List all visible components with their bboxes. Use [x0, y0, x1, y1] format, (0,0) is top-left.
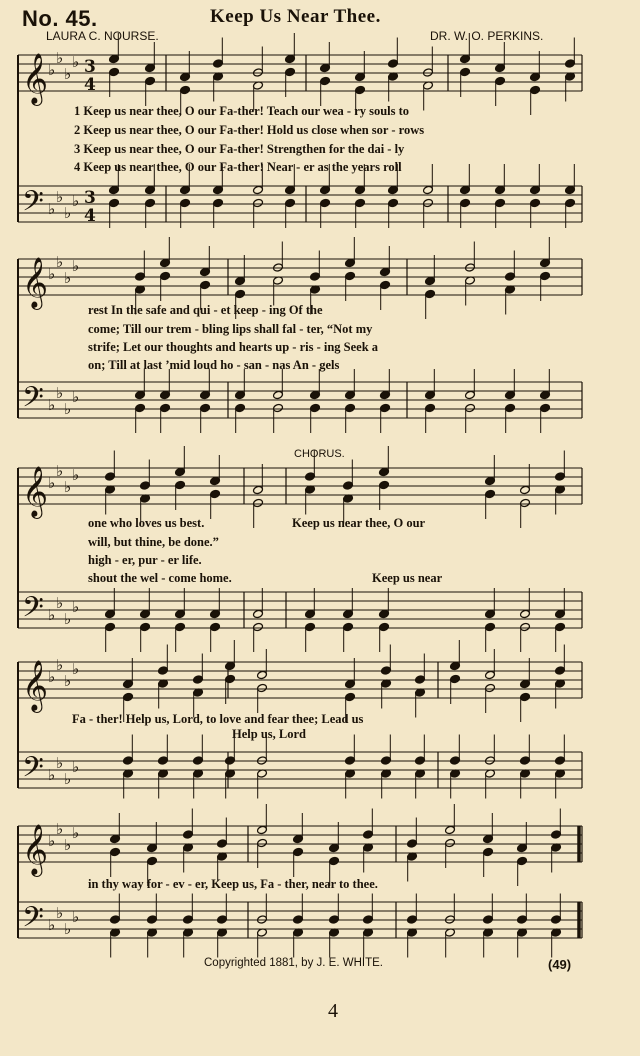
- system-1-bass-clef: 𝄢: [22, 185, 44, 225]
- system-2-bass-flat: ♭: [64, 400, 72, 418]
- system-5-treble-flat: ♭: [56, 820, 64, 838]
- lyricist-credit: LAURA C. NOURSE.: [46, 29, 159, 43]
- system-1-bass-flat: ♭: [72, 192, 80, 210]
- system-2-treble-flat: ♭: [64, 269, 72, 287]
- system-3-bass-flat: ♭: [56, 594, 64, 612]
- system-2-bass-flat: ♭: [72, 388, 80, 406]
- system-2-bass-flat: ♭: [56, 384, 64, 402]
- copyright-notice: Copyrighted 1881, by J. E. WHITE.: [204, 957, 383, 969]
- system-3-bass-clef: 𝄢: [22, 591, 44, 631]
- system-4-bass-flat: ♭: [56, 754, 64, 772]
- system-4-treble-flat: ♭: [72, 660, 80, 678]
- system-2-treble-clef: 𝄞: [22, 257, 49, 308]
- hymn-title: Keep Us Near Thee.: [210, 6, 381, 27]
- system-5-treble-flat: ♭: [64, 836, 72, 854]
- verse-1-line-2: rest In the safe and qui - et keep - ing Of the: [88, 303, 323, 317]
- system-5-bass-flat: ♭: [72, 908, 80, 926]
- verse-1-line-1: 1 Keep us near thee, O our Fa-ther! Teach our wea - ry souls to: [74, 104, 410, 118]
- system-5-treble-flat: ♭: [72, 824, 80, 842]
- system-3-bass-flat: ♭: [72, 598, 80, 616]
- system-1-treble-flat: ♭: [72, 53, 80, 71]
- composer-credit: DR. W. O. PERKINS.: [430, 29, 544, 43]
- system-1-treble-flat: ♭: [48, 61, 56, 79]
- page-number: 4: [328, 1000, 338, 1022]
- chorus-line-2: Fa - ther! Help us, Lord, to love and fear thee; Lead us: [72, 712, 364, 726]
- system-5-bass-flat: ♭: [48, 916, 56, 934]
- chorus-line-1: Keep us near thee, O our: [292, 516, 426, 530]
- hymn-number: No. 45.: [22, 6, 98, 31]
- verse-2-line-1: 2 Keep us near thee, O our Fa-ther! Hold us close when sor - rows: [74, 123, 425, 137]
- system-5-treble-flat: ♭: [48, 832, 56, 850]
- verse-3-line-1: 3 Keep us near thee, O our Fa-ther! Strengthen for the dai - ly: [74, 142, 405, 156]
- system-4-treble-flat: ♭: [64, 672, 72, 690]
- verse-2-line-2: come; Till our trem - bling lips shall fal - ter, “Not my: [88, 322, 373, 336]
- system-1-treble-clef: 𝄞: [22, 53, 49, 104]
- system-4-bass-flat: ♭: [72, 758, 80, 776]
- system-5-bass-clef: 𝄢: [22, 901, 44, 941]
- system-1-treble-flat: ♭: [64, 65, 72, 83]
- system-1-bass-time-top: 3: [84, 188, 96, 208]
- system-2-treble-flat: ♭: [48, 265, 56, 283]
- system-3-treble-clef: 𝄞: [22, 466, 49, 517]
- system-4-treble-flat: ♭: [56, 656, 64, 674]
- system-2-bass-clef: 𝄢: [22, 381, 44, 421]
- chorus-line-3: in thy way for - ev - er, Keep us, Fa - ther, near to thee.: [88, 877, 378, 891]
- chorus-label: CHORUS.: [294, 448, 345, 460]
- system-3-bass-flat: ♭: [64, 610, 72, 628]
- verse-4-line-3: shout the wel - come home.: [88, 571, 232, 585]
- system-4-treble-clef: 𝄞: [22, 660, 49, 711]
- verse-3-line-2: strife; Let our thoughts and hearts up - ris - ing Seek a: [88, 340, 379, 354]
- system-5-treble-clef: 𝄞: [22, 824, 49, 875]
- system-5-bass-flat: ♭: [56, 904, 64, 922]
- system-2-treble-flat: ♭: [56, 253, 64, 271]
- system-1-treble-flat: ♭: [56, 49, 64, 67]
- system-1-bass-flat: ♭: [64, 204, 72, 222]
- system-4-bass-clef: 𝄢: [22, 751, 44, 791]
- verse-2-line-3: will, but thine, be done.”: [88, 535, 219, 549]
- system-2-treble-flat: ♭: [72, 257, 80, 275]
- chorus-bass-line-2: Help us, Lord: [232, 727, 306, 741]
- system-1-bass-time-bottom: 4: [84, 206, 96, 226]
- system-4-treble-flat: ♭: [48, 668, 56, 686]
- system-2-bass-flat: ♭: [48, 396, 56, 414]
- system-5-bass-flat: ♭: [64, 920, 72, 938]
- system-3-treble-flat: ♭: [56, 462, 64, 480]
- system-1-bass-flat: ♭: [48, 200, 56, 218]
- hymn-page-number: (49): [548, 957, 572, 972]
- system-3-treble-flat: ♭: [48, 474, 56, 492]
- system-4-bass-flat: ♭: [48, 766, 56, 784]
- system-1-time-bottom: 4: [84, 75, 96, 95]
- system-3-bass-flat: ♭: [48, 606, 56, 624]
- chorus-bass-line-1: Keep us near: [372, 571, 443, 585]
- verse-4-line-1: 4 Keep us near thee, O our Fa-ther! Near - er as the years roll: [74, 160, 402, 174]
- system-3-treble-flat: ♭: [72, 466, 80, 484]
- system-1-bass-flat: ♭: [56, 188, 64, 206]
- verse-3-line-3: high - er, pur - er life.: [88, 553, 202, 567]
- system-4-bass-flat: ♭: [64, 770, 72, 788]
- system-1-time-top: 3: [84, 57, 96, 77]
- system-3-treble-flat: ♭: [64, 478, 72, 496]
- verse-1-line-3: one who loves us best.: [88, 516, 205, 530]
- verse-4-line-2: on; Till at last ’mid loud ho - san - nas An - gels: [88, 358, 340, 372]
